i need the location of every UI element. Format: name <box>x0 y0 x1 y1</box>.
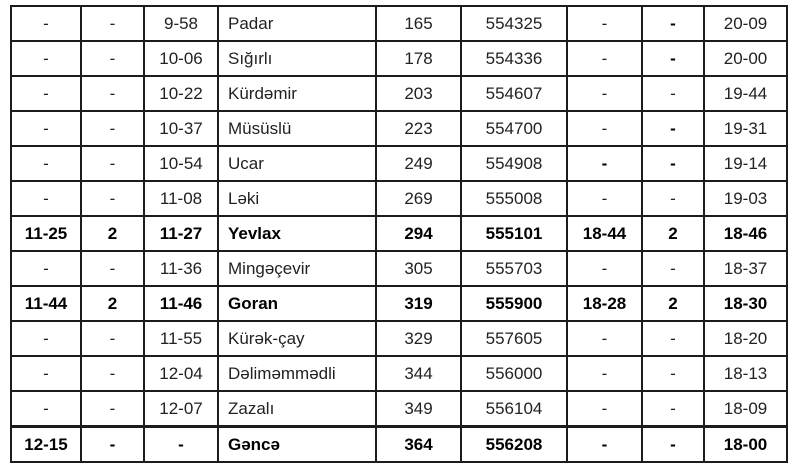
cell-station-name: Dəliməmmədli <box>218 356 376 391</box>
cell-departure-time-a: 11-36 <box>144 251 218 286</box>
cell-station-name: Gəncə <box>218 427 376 463</box>
timetable-row <box>11 76 787 111</box>
cell-stop-minutes-b: - <box>642 181 704 216</box>
timetable-row <box>11 286 787 321</box>
cell-stop-minutes-a: - <box>81 427 144 463</box>
cell-arrival-time-b: 18-44 <box>567 216 642 251</box>
cell-arrival-time-a: - <box>11 76 81 111</box>
cell-station-name: Mingəçevir <box>218 251 376 286</box>
cell-arrival-time-b: - <box>567 251 642 286</box>
cell-stop-minutes-b: - <box>642 251 704 286</box>
cell-distance-km: 223 <box>376 111 461 146</box>
cell-code: 555008 <box>461 181 567 216</box>
cell-departure-time-b: 18-46 <box>704 216 787 251</box>
cell-departure-time-a: 10-37 <box>144 111 218 146</box>
cell-departure-time-b: 18-13 <box>704 356 787 391</box>
cell-departure-time-a: 10-54 <box>144 146 218 181</box>
cell-departure-time-a: 10-22 <box>144 76 218 111</box>
cell-departure-time-a: 12-07 <box>144 391 218 427</box>
cell-code: 556104 <box>461 391 567 427</box>
cell-departure-time-b: 18-20 <box>704 321 787 356</box>
cell-distance-km: 364 <box>376 427 461 463</box>
cell-stop-minutes-a: - <box>81 111 144 146</box>
cell-code: 556208 <box>461 427 567 463</box>
cell-station-name: Müsüslü <box>218 111 376 146</box>
cell-departure-time-b: 18-30 <box>704 286 787 321</box>
cell-code: 554607 <box>461 76 567 111</box>
cell-station-name: Kürdəmir <box>218 76 376 111</box>
cell-arrival-time-a: - <box>11 41 81 76</box>
cell-departure-time-b: 20-00 <box>704 41 787 76</box>
cell-distance-km: 329 <box>376 321 461 356</box>
cell-station-name: Yevlax <box>218 216 376 251</box>
cell-departure-time-b: 18-09 <box>704 391 787 427</box>
cell-distance-km: 319 <box>376 286 461 321</box>
cell-stop-minutes-b: - <box>642 321 704 356</box>
cell-code: 554908 <box>461 146 567 181</box>
cell-station-name: Kürək-çay <box>218 321 376 356</box>
cell-stop-minutes-a: - <box>81 146 144 181</box>
cell-stop-minutes-a: - <box>81 41 144 76</box>
timetable-row <box>11 427 787 463</box>
cell-distance-km: 178 <box>376 41 461 76</box>
cell-arrival-time-b: - <box>567 391 642 427</box>
cell-arrival-time-b: 18-28 <box>567 286 642 321</box>
cell-arrival-time-a: 11-25 <box>11 216 81 251</box>
cell-arrival-time-b: - <box>567 356 642 391</box>
timetable-row <box>11 391 787 427</box>
cell-arrival-time-a: - <box>11 321 81 356</box>
cell-station-name: Zazalı <box>218 391 376 427</box>
cell-distance-km: 203 <box>376 76 461 111</box>
cell-code: 555101 <box>461 216 567 251</box>
cell-departure-time-a: 11-55 <box>144 321 218 356</box>
cell-stop-minutes-b: - <box>642 76 704 111</box>
cell-distance-km: 249 <box>376 146 461 181</box>
cell-departure-time-b: 18-37 <box>704 251 787 286</box>
cell-arrival-time-a: - <box>11 111 81 146</box>
cell-code: 554336 <box>461 41 567 76</box>
cell-departure-time-b: 19-31 <box>704 111 787 146</box>
cell-departure-time-b: 19-44 <box>704 76 787 111</box>
cell-station-name: Sığırlı <box>218 41 376 76</box>
cell-stop-minutes-b: 2 <box>642 286 704 321</box>
cell-code: 555703 <box>461 251 567 286</box>
cell-stop-minutes-a: - <box>81 76 144 111</box>
cell-departure-time-a: 12-04 <box>144 356 218 391</box>
cell-distance-km: 165 <box>376 6 461 41</box>
cell-station-name: Padar <box>218 6 376 41</box>
cell-departure-time-a: 11-08 <box>144 181 218 216</box>
timetable-row <box>11 321 787 356</box>
cell-arrival-time-b: - <box>567 146 642 181</box>
cell-code: 554700 <box>461 111 567 146</box>
cell-stop-minutes-a: - <box>81 181 144 216</box>
timetable-row <box>11 181 787 216</box>
cell-arrival-time-a: - <box>11 146 81 181</box>
cell-arrival-time-a: - <box>11 356 81 391</box>
cell-arrival-time-a: - <box>11 6 81 41</box>
cell-arrival-time-b: - <box>567 427 642 463</box>
cell-station-name: Ucar <box>218 146 376 181</box>
cell-stop-minutes-a: - <box>81 356 144 391</box>
cell-code: 554325 <box>461 6 567 41</box>
cell-arrival-time-b: - <box>567 41 642 76</box>
cell-stop-minutes-a: - <box>81 6 144 41</box>
timetable-row <box>11 6 787 41</box>
timetable-row <box>11 111 787 146</box>
cell-stop-minutes-b: - <box>642 6 704 41</box>
timetable-row <box>11 251 787 286</box>
cell-departure-time-b: 19-03 <box>704 181 787 216</box>
cell-departure-time-a: 9-58 <box>144 6 218 41</box>
timetable-row <box>11 146 787 181</box>
cell-code: 555900 <box>461 286 567 321</box>
cell-arrival-time-b: - <box>567 6 642 41</box>
timetable-body <box>11 6 787 462</box>
cell-distance-km: 294 <box>376 216 461 251</box>
cell-stop-minutes-b: - <box>642 41 704 76</box>
cell-stop-minutes-a: - <box>81 391 144 427</box>
cell-departure-time-b: 19-14 <box>704 146 787 181</box>
cell-departure-time-a: 10-06 <box>144 41 218 76</box>
cell-stop-minutes-b: - <box>642 427 704 463</box>
cell-distance-km: 269 <box>376 181 461 216</box>
cell-arrival-time-b: - <box>567 321 642 356</box>
timetable-row <box>11 356 787 391</box>
cell-departure-time-b: 18-00 <box>704 427 787 463</box>
cell-arrival-time-a: 12-15 <box>11 427 81 463</box>
cell-stop-minutes-a: 2 <box>81 216 144 251</box>
cell-code: 556000 <box>461 356 567 391</box>
cell-distance-km: 344 <box>376 356 461 391</box>
cell-stop-minutes-b: - <box>642 111 704 146</box>
cell-code: 557605 <box>461 321 567 356</box>
cell-departure-time-a: 11-46 <box>144 286 218 321</box>
cell-arrival-time-a: 11-44 <box>11 286 81 321</box>
cell-stop-minutes-b: 2 <box>642 216 704 251</box>
cell-departure-time-b: 20-09 <box>704 6 787 41</box>
cell-arrival-time-b: - <box>567 76 642 111</box>
cell-stop-minutes-a: - <box>81 251 144 286</box>
cell-distance-km: 305 <box>376 251 461 286</box>
cell-stop-minutes-b: - <box>642 391 704 427</box>
cell-distance-km: 349 <box>376 391 461 427</box>
timetable-row <box>11 41 787 76</box>
cell-stop-minutes-a: - <box>81 321 144 356</box>
cell-station-name: Ləki <box>218 181 376 216</box>
cell-stop-minutes-a: 2 <box>81 286 144 321</box>
timetable <box>10 5 788 463</box>
cell-arrival-time-a: - <box>11 181 81 216</box>
cell-arrival-time-a: - <box>11 251 81 286</box>
cell-departure-time-a: - <box>144 427 218 463</box>
cell-departure-time-a: 11-27 <box>144 216 218 251</box>
cell-station-name: Goran <box>218 286 376 321</box>
cell-arrival-time-a: - <box>11 391 81 427</box>
cell-stop-minutes-b: - <box>642 146 704 181</box>
timetable-row <box>11 216 787 251</box>
cell-stop-minutes-b: - <box>642 356 704 391</box>
cell-arrival-time-b: - <box>567 111 642 146</box>
cell-arrival-time-b: - <box>567 181 642 216</box>
